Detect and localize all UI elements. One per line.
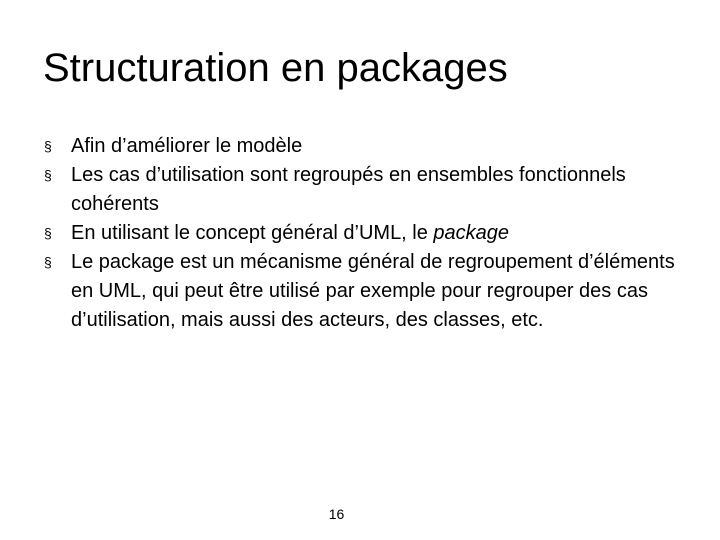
- bullet-item: [44, 132, 694, 161]
- bullet-list: [44, 132, 694, 335]
- page-number: 16: [328, 506, 345, 522]
- bullet-text: Afin d’améliorer le modèle: [71, 135, 303, 157]
- bullet-marker-icon: §: [44, 167, 52, 183]
- bullet-text: Les cas d’utilisation sont regroupés en ensembles fonctionnels cohérents: [71, 164, 626, 215]
- bullet-item: [44, 248, 694, 335]
- bullet-item: [44, 161, 694, 219]
- bullet-marker-icon: §: [44, 254, 52, 270]
- bullet-item: [44, 219, 694, 248]
- bullet-text: Le package est un mécanisme général de regroupement d’éléments en UML, qui peut être utilisé par exemple pour regrouper des cas d’utilisation, mais aussi des acteurs, des classes, etc.: [71, 251, 675, 331]
- bullet-text: En utilisant le concept général d’UML, le: [71, 222, 434, 244]
- bullet-marker-icon: §: [44, 225, 52, 241]
- bullet-marker-icon: §: [44, 138, 52, 154]
- slide-title: Structuration en packages: [43, 46, 508, 90]
- bullet-emphasis: package: [433, 222, 510, 244]
